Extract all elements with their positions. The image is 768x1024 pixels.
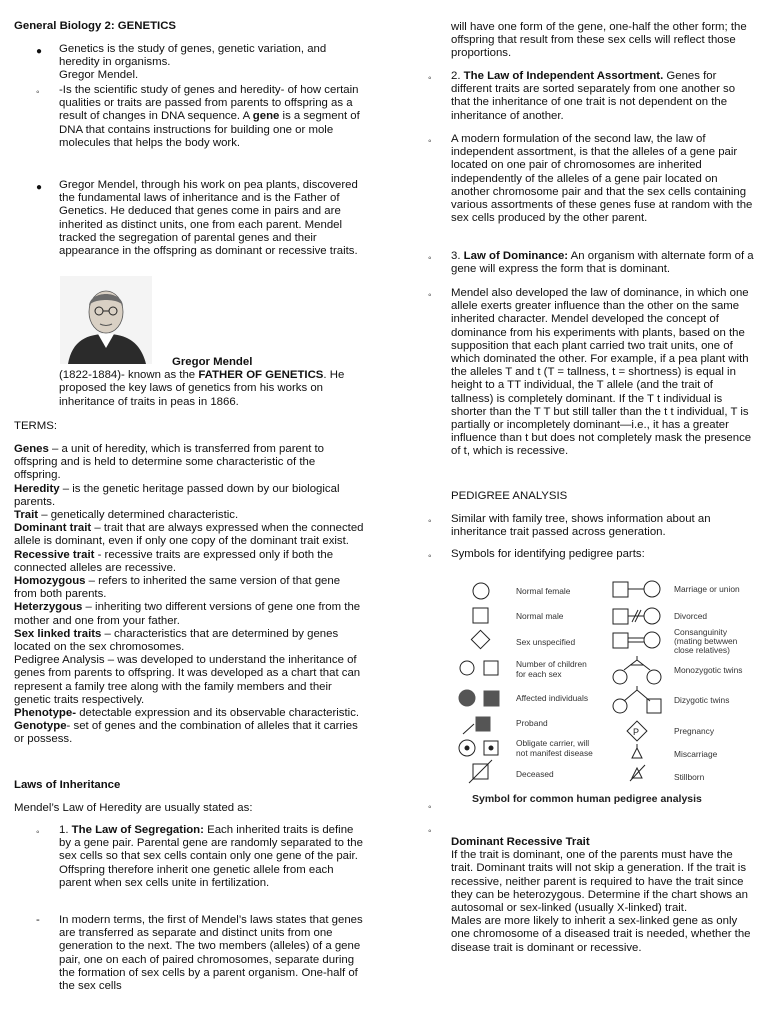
label-miscarriage: Miscarriage xyxy=(674,749,718,759)
dominant-recessive-section xyxy=(451,836,756,955)
term-item: Trait – genetically determined characteristic. xyxy=(14,509,239,522)
intro-paragraph xyxy=(59,43,364,83)
figure-caption: Symbol for common human pedigree analysis xyxy=(472,793,702,805)
normal-female-icon xyxy=(473,583,489,599)
bullet-circle: ◦ xyxy=(428,826,432,837)
intro-definition: -Is the scientific study of genes and heredity- of how certain qualities or traits are passed from parents to offspring as a result of changes in DNA sequence. A gene is a segment of DNA that contains instructions for building one or mole molecules that helps the body work. xyxy=(59,84,360,149)
term-item: Heredity – is the genetic heritage passed down by our biological parents. xyxy=(14,482,340,508)
bullet-circle: ◦ xyxy=(428,136,432,147)
consanguinity-female-icon xyxy=(644,632,660,648)
term-item: Genotype- set of genes and the combination of alleles that it carries or possess. xyxy=(14,720,358,746)
laws-heading: Laws of Inheritance xyxy=(14,779,121,791)
label-affected: Affected individuals xyxy=(516,693,589,703)
bullet-circle: ◦ xyxy=(36,87,40,98)
bullet-dot: ● xyxy=(36,182,43,193)
term-item: Sex linked traits – characteristics that are determined by genes located on the sex chromosomes. xyxy=(14,627,339,654)
mendel-paragraph: Gregor Mendel, through his work on pea plants, discovered the fundamental laws of inheritance and is the Father of Genetics. He deduced that genes come in pairs and are inherited as distinct units, one from each parent. Mendel tracked the segregation of parental genes and their appearance in the offspring as dominant or recessive traits. xyxy=(59,179,358,258)
term-item: Recessive trait - recessive traits are expressed only if both the connected alleles are recessive. xyxy=(14,548,334,574)
label-number-children: Number of children xyxy=(516,659,587,669)
marriage-female-icon xyxy=(644,581,660,597)
label-normal-male: Normal male xyxy=(516,611,564,621)
dizygotic-twins-icon xyxy=(624,690,650,701)
bullet-circle: ◦ xyxy=(428,253,432,264)
law-segregation: 1. The Law of Segregation: Each inherited traits is define by a gene pair. Parental gene are randomly separated to the sex cells so that sex cells contain only one gene of the pair. Offspring therefore inherit one genetic allele from each parent when sex cells unite in fertilization. xyxy=(59,824,363,889)
bullet-circle: ◦ xyxy=(428,73,432,84)
mendel-portrait xyxy=(60,276,152,364)
label-stillborn: Stillborn xyxy=(674,772,705,782)
laws-intro: Mendel’s Law of Heredity are usually stated as: xyxy=(14,802,253,814)
terms-heading: TERMS: xyxy=(14,420,58,432)
label-each-sex: for each sex xyxy=(516,669,562,679)
label-marriage: Marriage or union xyxy=(674,584,740,594)
term-item: Homozygous – refers to inherited the same version of that gene from both parents. xyxy=(14,575,341,601)
divorced-female-icon xyxy=(644,608,660,624)
svg-text:P: P xyxy=(633,727,640,737)
children-female-icon xyxy=(460,661,474,675)
bullet-circle: ◦ xyxy=(36,827,40,838)
label-monozygotic: Monozygotic twins xyxy=(674,665,743,675)
label-close-relatives: close relatives) xyxy=(674,645,730,655)
label-proband: Proband xyxy=(516,718,548,728)
label-normal-female: Normal female xyxy=(516,586,571,596)
bullet-circle: ◦ xyxy=(428,802,432,813)
pedigree-symbols-figure xyxy=(452,574,752,806)
page-title: General Biology 2: GENETICS xyxy=(14,20,177,32)
intro-text: Genetics is the study of genes, genetic variation, and heredity in organisms. xyxy=(59,43,327,69)
label-deceased: Deceased xyxy=(516,769,554,779)
marriage-male-icon xyxy=(613,582,628,597)
law-segregation-modern: In modern terms, the first of Mendel’s laws states that genes are transferred as separate and distinct units from one generation to the next. The two members (alleles) of a gene pair, one on each of paired chromosomes, separate during the formation of sex cells by a parent organism. One-half of the sex cells xyxy=(59,914,363,993)
dr-text-2: Males are more likely to inherit a sex-linked gene as only one chromosome of a diseased trait is needed, whether the disease trait is dominant or recessive. xyxy=(451,915,751,954)
label-not-manifest: not manifest disease xyxy=(516,748,593,758)
label-sex-unspecified: Sex unspecified xyxy=(516,637,576,647)
children-male-icon xyxy=(484,661,498,675)
pedigree-heading: PEDIGREE ANALYSIS xyxy=(451,490,568,502)
term-item: Dominant trait – trait that are always expressed when the connected allele is dominant, even if only one copy of the dominant trait exist. xyxy=(14,522,364,548)
label-obligate-carrier: Obligate carrier, will xyxy=(516,738,590,748)
proband-icon xyxy=(476,717,490,731)
label-mating: (mating betwwen xyxy=(674,636,738,646)
intro-mendel: Gregor Mendel. xyxy=(59,69,139,82)
law2-modern: A modern formulation of the second law, the law of independent assortment, is that the alleles of a gene pair located on one pair of chromosomes are inherited independently of the alleles of a gene pair located on another chromosome pair and that the sex cells containing various assortments of these genes fuse at random with the sex cells produced by the other parent. xyxy=(451,133,753,225)
law-independent-assortment: 2. The Law of Independent Assortment. Genes for different traits are sorted separately from one another so that the inheritance of one trait is not dependent on the inheritance of another. xyxy=(451,70,736,122)
bullet-circle: ◦ xyxy=(428,551,432,562)
terms-list xyxy=(14,443,364,747)
term-item: Phenotype- detectable expression and its observable characteristic. xyxy=(14,707,360,720)
term-item: Heterzygous – inheriting two different versions of gene one from the mother and one from your father. xyxy=(14,601,361,627)
label-consanguinity: Consanguinity xyxy=(674,627,728,637)
affected-male-icon xyxy=(484,691,499,706)
proband-arrow-icon xyxy=(463,724,474,734)
bullet-circle: ◦ xyxy=(428,516,432,527)
law-dominance: 3. Law of Dominance: An organism with alternate form of a gene will express the form that is dominant. xyxy=(451,250,754,276)
pedigree-symbols-intro: Symbols for identifying pedigree parts: xyxy=(451,548,645,560)
normal-male-icon xyxy=(473,608,488,623)
bullet-dash: - xyxy=(36,914,40,926)
affected-female-icon xyxy=(459,690,475,706)
dr-text: If the trait is dominant, one of the parents must have the trait. Dominant traits will not skip a generation. If the trait is recessive, neither parent is required to have the trait since they can be heterozygous. Determine if the chart shows an autosomal or sex-linked (usually X-linked) trait. xyxy=(451,849,748,915)
consanguinity-male-icon xyxy=(613,633,628,648)
sex-unspecified-icon xyxy=(471,630,489,648)
bullet-dot: ● xyxy=(36,46,43,57)
portrait-caption: Gregor Mendel (1822-1884)- known as the FATHER OF GENETICS. He proposed the key laws of genetics from his works on inheritance of traits in peas in 1866. xyxy=(59,356,345,408)
term-item: Genes – a unit of heredity, which is transferred from parent to offspring and is held to determine some characteristic of the offspring. xyxy=(14,443,325,482)
term-item: Pedigree Analysis – was developed to understand the inheritance of genes from parents to offspring. It was developed as a chart that can represent a family tree along with the family members and their genetic traits respectively. xyxy=(14,654,361,706)
divorced-male-icon xyxy=(613,609,628,624)
label-divorced: Divorced xyxy=(674,611,708,621)
miscarriage-icon xyxy=(632,748,642,758)
pedigree-desc: Similar with family tree, shows information about an inheritance trait passed across generation. xyxy=(451,513,711,539)
label-dizygotic: Dizygotic twins xyxy=(674,695,730,705)
dr-heading: Dominant Recessive Trait xyxy=(451,836,590,848)
bullet-circle: ◦ xyxy=(428,290,432,301)
label-pregnancy: Pregnancy xyxy=(674,726,715,736)
law3-detail: Mendel also developed the law of dominance, in which one allele exerts greater influence than the other on the same inherited character. Mendel developed the concept of dominance from his experiments with plants, based on the supposition that each plant carried two trait units, one of which dominated the other. For example, if a pea plant with the alleles T and t (T = tallness, t = shortness) is equal in height to a TT individual, the T allele (and the trait of tallness) is completely dominant. If the T t individual is shorter than the T T but still taller than the t t individual, T is partially or incompletely dominant—i.e., it has a greater influence than t but does not completely mask the presence of t, which is recessive. xyxy=(451,287,752,458)
law1-continued: will have one form of the gene, one-half the other form; the offspring that result from these sex cells will reflect those proportions. xyxy=(451,21,747,60)
